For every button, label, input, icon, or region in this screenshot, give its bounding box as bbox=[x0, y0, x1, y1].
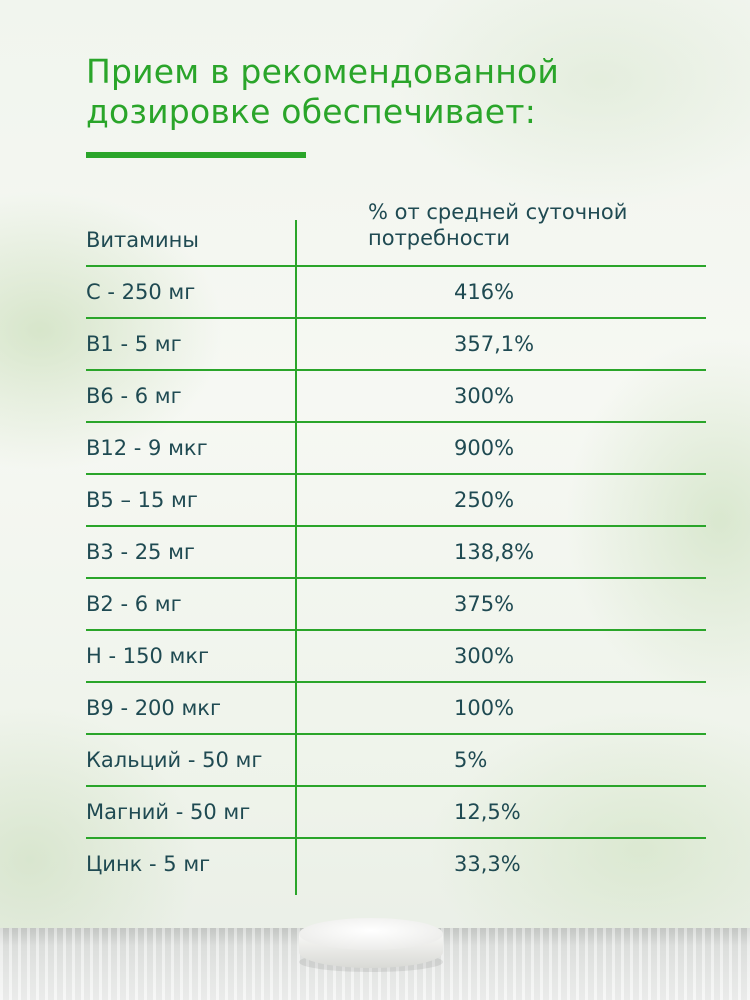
title-line-2: дозировке обеспечивает: bbox=[86, 92, 537, 131]
title-line-1: Прием в рекомендованной bbox=[86, 52, 560, 91]
vitamin-percent: 12,5% bbox=[454, 800, 521, 824]
column-header-percent-line-2: потребности bbox=[368, 226, 511, 250]
table-row bbox=[86, 837, 706, 889]
vitamin-name: B9 - 200 мкг bbox=[86, 696, 222, 720]
table-row bbox=[86, 525, 706, 577]
table-row bbox=[86, 421, 706, 473]
vitamin-name: B3 - 25 мг bbox=[86, 540, 195, 564]
vitamin-name: B2 - 6 мг bbox=[86, 592, 182, 616]
vitamin-name: Цинк - 5 мг bbox=[86, 852, 211, 876]
vitamin-percent: 5% bbox=[454, 748, 488, 772]
vitamin-percent: 416% bbox=[454, 280, 515, 304]
table-row bbox=[86, 733, 706, 785]
vitamin-percent: 900% bbox=[454, 436, 515, 460]
vitamin-percent: 300% bbox=[454, 644, 515, 668]
tablet-image bbox=[296, 912, 446, 974]
vitamin-name: B1 - 5 мг bbox=[86, 332, 182, 356]
table-row bbox=[86, 473, 706, 525]
vitamin-percent: 375% bbox=[454, 592, 515, 616]
column-header-percent bbox=[368, 199, 698, 251]
table-row bbox=[86, 369, 706, 421]
vitamin-name: B6 - 6 мг bbox=[86, 384, 182, 408]
vitamin-name: Кальций - 50 мг bbox=[86, 748, 263, 772]
vitamin-name: H - 150 мкг bbox=[86, 644, 210, 668]
table-row bbox=[86, 577, 706, 629]
vitamin-name: B5 – 15 мг bbox=[86, 488, 198, 512]
vitamin-table bbox=[0, 265, 750, 889]
vitamin-name: Магний - 50 мг bbox=[86, 800, 251, 824]
vitamin-percent: 138,8% bbox=[454, 540, 535, 564]
table-row bbox=[86, 265, 706, 317]
vitamin-percent: 100% bbox=[454, 696, 515, 720]
page-title bbox=[86, 52, 559, 132]
column-header-percent-line-1: % от средней суточной bbox=[368, 200, 628, 224]
vitamin-percent: 250% bbox=[454, 488, 515, 512]
vitamin-name: С - 250 мг bbox=[86, 280, 196, 304]
vitamin-percent: 300% bbox=[454, 384, 515, 408]
title-underline bbox=[86, 152, 306, 158]
table-row bbox=[86, 681, 706, 733]
vitamin-percent: 33,3% bbox=[454, 852, 521, 876]
vitamin-name: B12 - 9 мкг bbox=[86, 436, 208, 460]
table-row bbox=[86, 629, 706, 681]
table-row bbox=[86, 317, 706, 369]
column-header-vitamins: Витамины bbox=[86, 228, 199, 252]
table-row bbox=[86, 785, 706, 837]
vitamin-percent: 357,1% bbox=[454, 332, 535, 356]
